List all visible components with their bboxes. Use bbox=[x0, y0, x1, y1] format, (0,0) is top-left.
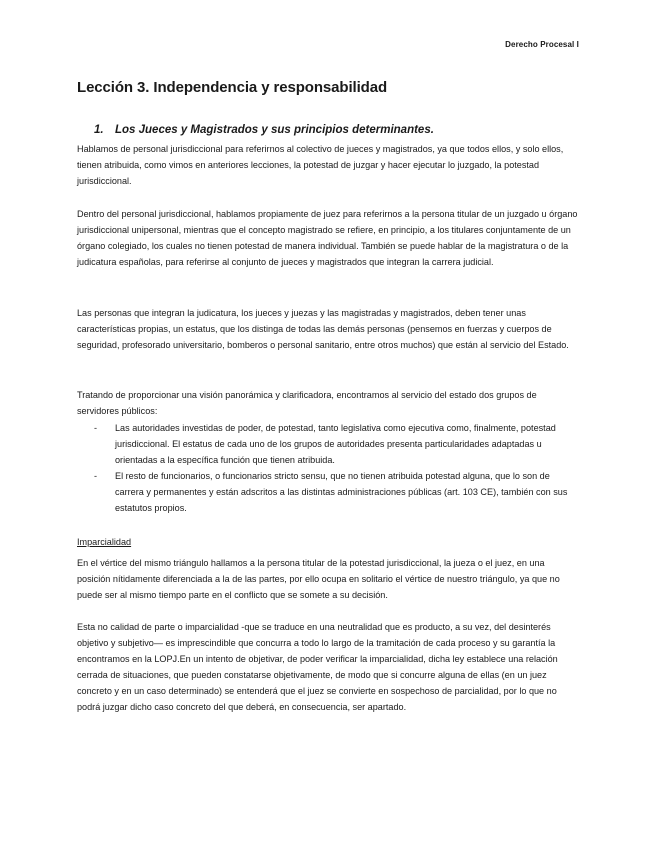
section-title: Los Jueces y Magistrados y sus principios determinantes. bbox=[115, 124, 434, 136]
list-item-text: El resto de funcionarios, o funcionarios stricto sensu, que no tienen atribuida potestad alguna, que lo son de carrera y permanentes y están adscritos a las distintas administraciones públicas (art. 103 CE), también con sus estatutos propios. bbox=[115, 471, 568, 513]
servidores-list bbox=[77, 420, 580, 516]
bullet-dash: - bbox=[94, 423, 98, 433]
running-header: Derecho Procesal I bbox=[505, 40, 579, 49]
list-item-text: Las autoridades investidas de poder, de potestad, tanto legislativa como ejecutiva como, finalmente, potestad jurisdiccional. El estatus de cada uno de los grupos de autoridades presenta particularidades adaptadas u orientadas a la específica función que tienen atribuida. bbox=[115, 423, 556, 465]
list-item bbox=[77, 420, 580, 468]
imparcialidad-heading: Imparcialidad bbox=[77, 537, 132, 547]
paragraph-imparcialidad-vertice: En el vértice del mismo triángulo hallamos a la persona titular de la potestad jurisdiccional, la jueza o el juez, en una posición nítidamente diferenciada a la de las partes, por ello ocupa en solitario el vértice de nuestro triángulo, ya que no puede ser al mismo tiempo parte en el conflicto que se somete a su decisión. bbox=[77, 558, 560, 600]
paragraph-imparcialidad-lopj: Esta no calidad de parte o imparcialidad -que se traduce en una neutralidad que es producto, a su vez, del desinterés objetivo y subjetivo— es imprescindible que concurra a todo lo largo de la tramitación de cada proceso y su garantía la encontramos en la LOPJ.En un intento de objetivar, de poder verificar la imparcialidad, dicha ley establece una relación cerrada de situaciones, que pueden constatarse objetivamente, de modo que si concurre alguna de ellas (en un juez concreto y en un caso determinado) se entenderá que el juez se convierte en sospechoso de parcialidad, por lo que no podrá juzgar dicho caso concreto del que deberá, en consecuencia, ser apartado. bbox=[77, 622, 558, 712]
paragraph-personal-jurisdiccional: Hablamos de personal jurisdiccional para referirnos al colectivo de jueces y magistrados, ya que todos ellos, y solo ellos, tienen atribuida, como vimos en anteriores lecciones, la potestad de juzgar y hacer ejecutar lo juzgado, la potestad jurisdiccional. bbox=[77, 144, 564, 186]
paragraph-judicatura: Las personas que integran la judicatura, los jueces y juezas y las magistradas y magistrados, deben tener unas características propias, un estatus, que los distinga de todas las demás personas (pensemos en fuerzas y cuerpos de seguridad, profesorado universitario, bomberos o personal sanitario, entre otros muchos) que están al servicio del Estado. bbox=[77, 308, 569, 350]
list-item bbox=[77, 468, 580, 516]
paragraph-juez-magistrado: Dentro del personal jurisdiccional, hablamos propiamente de juez para referirnos a la persona titular de un juzgado u órgano jurisdiccional unipersonal, mientras que el concepto magistrado se refiere, en principio, a los titulares conjuntamente de un órgano colegiado, los cuales no tienen potestad de manera individual. También se puede hablar de la magistratura o de la judicatura españolas, para referirse al conjunto de jueces y magistrados que integran la carrera judicial. bbox=[77, 209, 578, 267]
paragraph-servidores-publicos: Tratando de proporcionar una visión panorámica y clarificadora, encontramos al servicio del estado dos grupos de servidores públicos: bbox=[77, 390, 537, 416]
section-number: 1. bbox=[94, 124, 104, 136]
lesson-title: Lección 3. Independencia y responsabilidad bbox=[77, 79, 388, 96]
section-heading bbox=[94, 124, 434, 136]
bullet-dash: - bbox=[94, 471, 98, 481]
